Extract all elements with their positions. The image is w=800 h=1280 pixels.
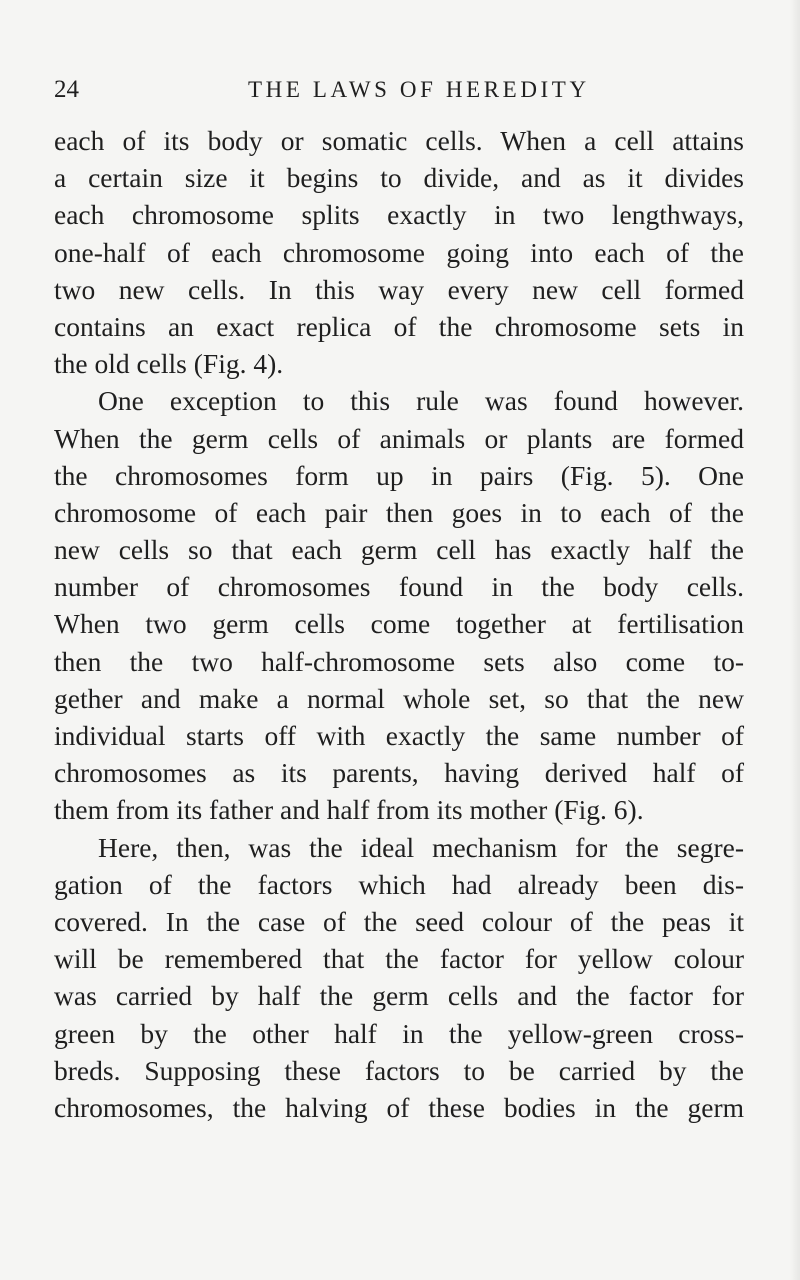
- text-line: breds. Supposing these factors to be carried by the: [54, 1054, 744, 1086]
- text-line: a certain size it begins to divide, and as it divides: [54, 162, 744, 194]
- page-number: 24: [54, 76, 79, 103]
- text-line: contains an exact replica of the chromosome sets in: [54, 310, 744, 342]
- text-line: new cells so that each germ cell has exactly half the: [54, 534, 744, 566]
- text-line: the old cells (Fig. 4).: [54, 348, 284, 380]
- text-line: chromosomes, the halving of these bodies in the germ: [54, 1091, 744, 1123]
- running-head: THE LAWS OF HEREDITY: [248, 77, 590, 102]
- page-edge-shadow: [790, 0, 800, 1280]
- text-line: one-half of each chromosome going into each of the: [54, 236, 744, 268]
- text-line: them from its father and half from its mother (Fig. 6).: [54, 794, 644, 826]
- text-line: was carried by half the germ cells and the factor for: [54, 980, 744, 1012]
- text-line: will be remembered that the factor for yellow colour: [54, 943, 744, 975]
- text-line: individual starts off with exactly the same number of: [54, 720, 744, 751]
- text-line: gation of the factors which had already been dis-: [54, 868, 744, 900]
- text-line: When two germ cells come together at fertilisation: [54, 608, 744, 640]
- text-line: gether and make a normal whole set, so that the new: [54, 682, 744, 714]
- text-line: One exception to this rule was found however.: [98, 385, 744, 417]
- text-line: the chromosomes form up in pairs (Fig. 5). One: [54, 459, 744, 491]
- text-line: Here, then, was the ideal mechanism for the segre-: [98, 831, 744, 863]
- text-line: chromosomes as its parents, having derived half of: [54, 757, 744, 789]
- text-line: two new cells. In this way every new cell formed: [54, 273, 744, 305]
- text-line: each of its body or somatic cells. When a cell attains: [54, 125, 744, 156]
- text-line: green by the other half in the yellow-green cross-: [54, 1017, 744, 1049]
- text-line: each chromosome splits exactly in two lengthways,: [54, 199, 744, 231]
- text-line: When the germ cells of animals or plants are formed: [54, 422, 744, 454]
- text-line: covered. In the case of the seed colour of the peas it: [54, 905, 744, 937]
- text-line: chromosome of each pair then goes in to each of the: [54, 496, 744, 528]
- text-line: number of chromosomes found in the body cells.: [54, 571, 744, 603]
- page-header: [54, 72, 744, 108]
- text-line: then the two half-chromosome sets also come to-: [54, 645, 744, 677]
- body-text: [54, 122, 744, 1126]
